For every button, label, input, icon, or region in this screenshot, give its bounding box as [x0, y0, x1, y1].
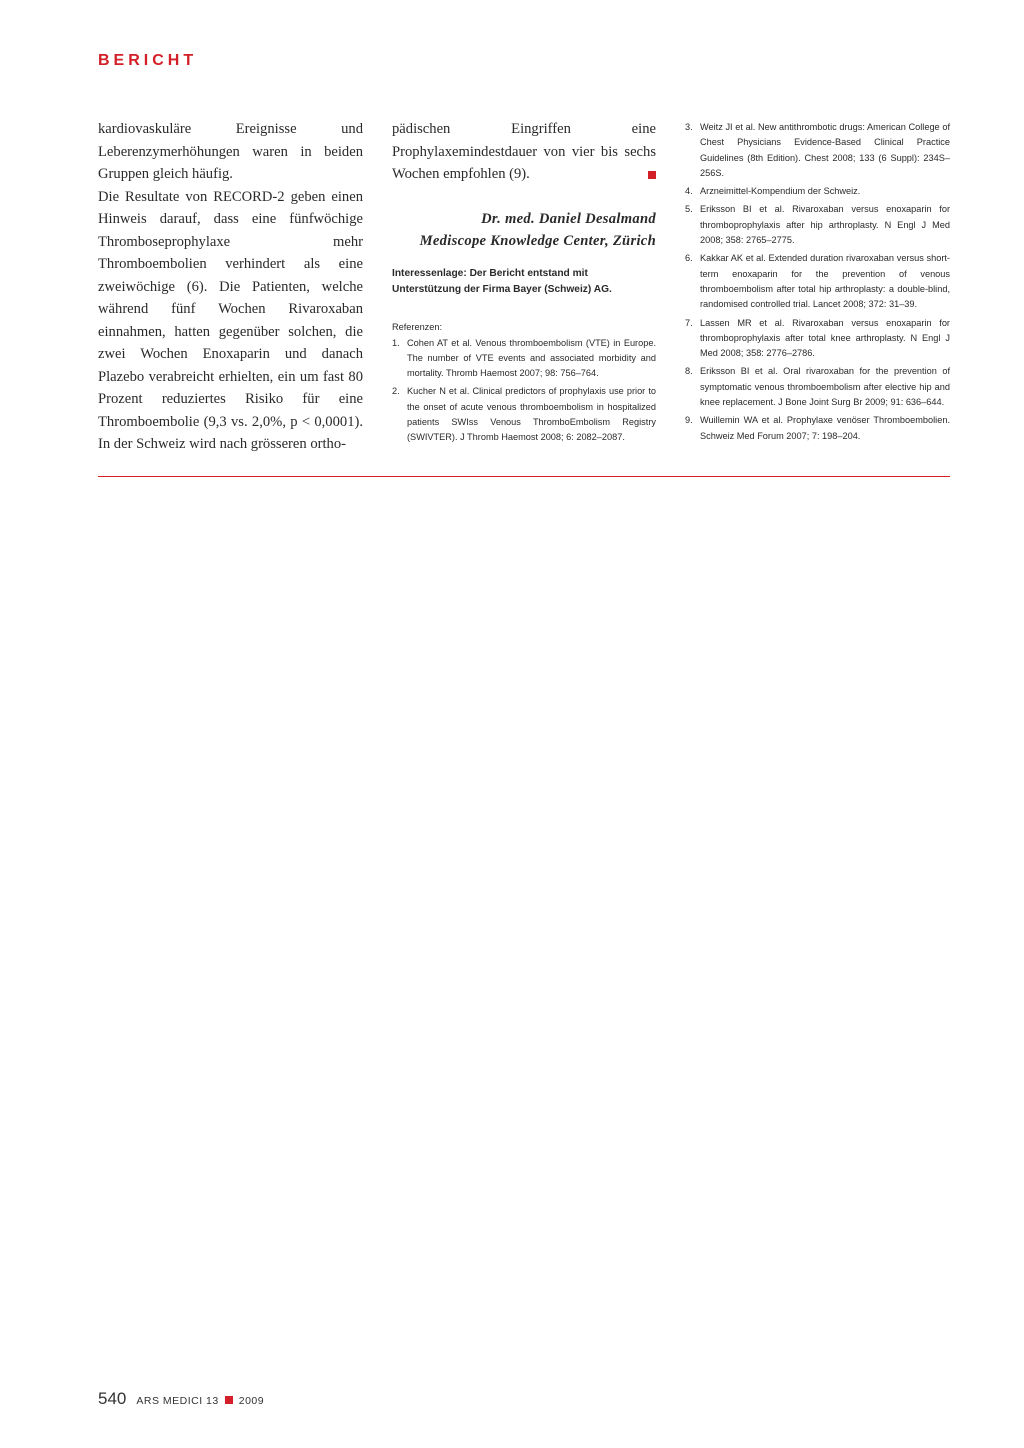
paragraph — [392, 118, 656, 186]
reference-item — [685, 184, 950, 199]
reference-number: 8. — [685, 366, 693, 377]
article-column-1 — [98, 118, 363, 456]
reference-text: Wuillemin WA et al. Prophylaxe venöser Thromboembolien. Schweiz Med Forum 2007; 7: 198–204. — [700, 415, 950, 441]
reference-item — [685, 251, 950, 312]
reference-text: Kakkar AK et al. Extended duration rivaroxaban versus short-term enoxaparin for the prevention of venous thromboembolism after total hip arthroplasty: a double-blind, randomised controlled trial. Lancet 2008; 372: 31–39. — [700, 253, 950, 310]
reference-item — [685, 120, 950, 181]
reference-number: 3. — [685, 122, 693, 132]
references-heading: Referenzen: — [392, 321, 443, 332]
reference-text: Arzneimittel-Kompendium der Schweiz. — [700, 186, 861, 197]
article-column-2 — [392, 118, 656, 449]
reference-number: 6. — [685, 253, 693, 264]
section-label: BERICHT — [98, 52, 198, 69]
disclosure-note: Interessenlage: Der Bericht entstand mit Unterstützung der Firma Bayer (Schweiz) AG. — [392, 267, 612, 295]
reference-number: 9. — [685, 415, 693, 426]
reference-item — [685, 202, 950, 248]
journal-name: ARS MEDICI 13 — [136, 1395, 219, 1407]
issue-year: 2009 — [238, 1395, 265, 1407]
reference-number: 2. — [392, 386, 400, 397]
reference-number: 7. — [685, 317, 693, 328]
author-affiliation: Mediscope Knowledge Center, Zürich — [419, 232, 656, 249]
paragraph: kardiovaskuläre Ereignisse und Leberenzymerhöhungen waren in beiden Gruppen gleich häufig. — [98, 121, 363, 182]
author-name: Dr. med. Daniel Desalmand — [481, 210, 656, 227]
reference-text: Kucher N et al. Clinical predictors of prophylaxis use prior to the onset of acute venous thromboembolism in hospitalized patients SWIss Venous ThromboEmbolism Registry (SWIVTER). J Thromb Haemost 2008; 6: 2082–2087. — [407, 386, 656, 443]
reference-list — [685, 120, 950, 444]
reference-item — [685, 316, 950, 362]
reference-item — [392, 384, 656, 445]
reference-text: Lassen MR et al. Rivaroxaban versus enoxaparin for thromboprophylaxis after total knee arthroplasty. N Engl J Med 2008; 358: 2776–2786. — [700, 317, 950, 359]
author-block — [392, 208, 656, 252]
paragraph-text: pädischen Eingriffen eine Prophylaxemindestdauer von vier bis sechs Wochen empfohlen (9). — [392, 121, 656, 182]
footer-separator-square — [225, 1396, 233, 1404]
end-of-article-mark — [648, 171, 656, 179]
reference-number: 5. — [685, 204, 693, 215]
reference-text: Cohen AT et al. Venous thromboembolism (VTE) in Europe. The number of VTE events and associated morbidity and mortality. Thromb Haemost 2007; 98: 756–764. — [407, 337, 656, 379]
page-footer — [98, 1389, 264, 1409]
reference-text: Eriksson BI et al. Rivaroxaban versus enoxaparin for thromboprophylaxis after hip arthroplasty. N Engl J Med 2008; 358: 2765–2775. — [700, 204, 950, 246]
reference-list — [392, 336, 656, 446]
reference-text: Eriksson BI et al. Oral rivaroxaban for the prevention of symptomatic venous thromboembolism after elective hip and knee replacement. J Bone Joint Surg Br 2009; 91: 636–644. — [700, 366, 950, 408]
section-divider — [98, 476, 950, 477]
reference-text: Weitz JI et al. New antithrombotic drugs: American College of Chest Physicians Evidence-Based Clinical Practice Guidelines (8th Edition). Chest 2008; 133 (6 Suppl): 234S–256S. — [700, 122, 950, 178]
reference-item — [685, 413, 950, 444]
reference-number: 4. — [685, 186, 693, 197]
references-column — [685, 118, 950, 447]
reference-number: 1. — [392, 337, 400, 348]
reference-item — [392, 336, 656, 382]
page-number: 540 — [98, 1389, 127, 1408]
paragraph: Die Resultate von RECORD-2 geben einen Hinweis darauf, dass eine fünfwöchige Thromboseprophylaxe mehr Thromboembolien verhindert als eine zweiwöchige (6). Die Patienten, welche während fünf Wochen Rivaroxaban einnahmen, hatten gegenüber solchen, die zwei Wochen Enoxaparin und danach Plazebo verabreicht erhielten, ein um fast 80 Prozent reduziertes Risiko für eine Thromboembolie (9,3 vs. 2,0%, p < 0,0001). In der Schweiz wird nach grösseren ortho- — [98, 188, 363, 452]
reference-item — [685, 364, 950, 410]
